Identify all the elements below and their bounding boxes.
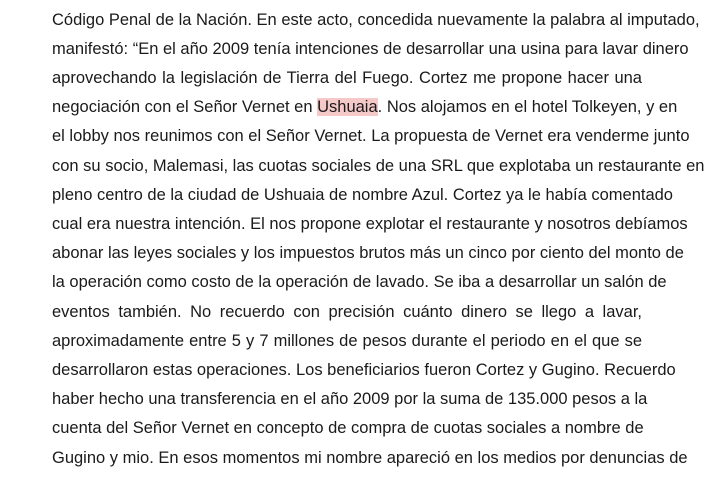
text-line-7: pleno centro de la ciudad de Ushuaia de nombre Azul. Cortez ya le había comentado [52,186,673,204]
text-line-13: desarrollaron estas operaciones. Los beneficiarios fueron Cortez y Gugino. Recuerdo [52,361,676,379]
text-line-11: eventos también. No recuerdo con precisión cuánto dinero se llego a lavar, [52,303,642,321]
text-line-12: aproximadamente entre 5 y 7 millones de pesos durante el periodo en el que se [52,332,642,350]
text-line-8: cual era nuestra intención. El nos propone explotar el restaurante y nosotros debíamos [52,215,688,233]
text-line-1: Código Penal de la Nación. En este acto, concedida nuevamente la palabra al imputado, [52,11,700,29]
text-line-9: abonar las leyes sociales y los impuestos brutos más un cinco por ciento del monto de [52,244,684,262]
text-line-4-before: negociación con el Señor Vernet en [52,98,318,116]
text-line-10: la operación como costo de la operación de lavado. Se iba a desarrollar un salón de [52,273,667,291]
text-line-4-after: . Nos alojamos en el hotel Tolkeyen, y en [377,98,678,116]
text-line-16: Gugino y mio. En esos momentos mi nombre apareció en los medios por denuncias de [52,449,688,467]
text-line-4 [52,97,678,117]
text-line-5: el lobby nos reunimos con el Señor Vernet. La propuesta de Vernet era venderme junto [52,127,690,145]
text-line-15: cuenta del Señor Vernet en concepto de compra de cuotas sociales a nombre de [52,419,644,437]
text-line-14: haber hecho una transferencia en el año 2009 por la suma de 135.000 pesos a la [52,390,648,408]
text-line-3: aprovechando la legislación de Tierra del Fuego. Cortez me propone hacer una [52,69,642,87]
text-line-6: con su socio, Malemasi, las cuotas sociales de una SRL que explotaba un restaurante en [52,157,705,175]
text-line-2: manifestó: “En el año 2009 tenía intenciones de desarrollar una usina para lavar dinero [52,40,689,58]
highlighted-word: Ushuaia [317,98,378,116]
